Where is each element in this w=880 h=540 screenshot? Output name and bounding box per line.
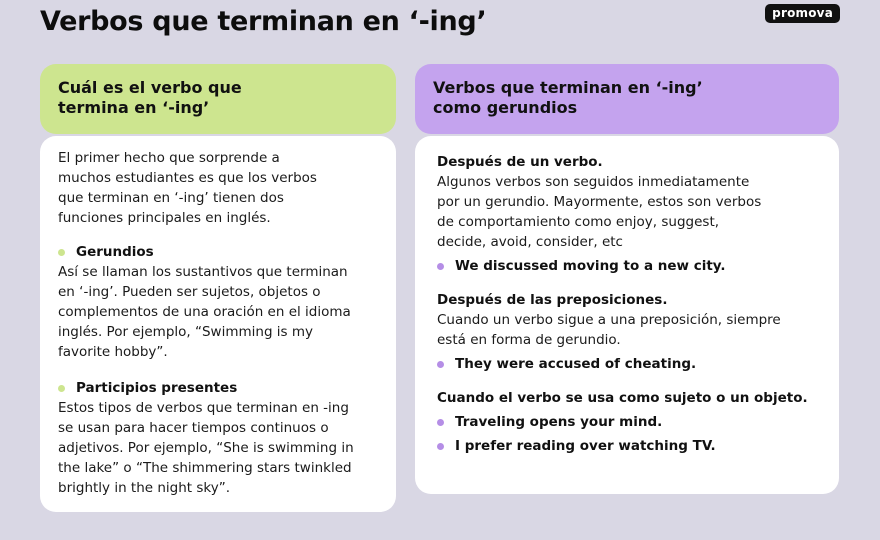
text-line: Estos tipos de verbos que terminan en -ing: [58, 400, 349, 416]
text-line: se usan para hacer tiempos continuos o: [58, 420, 329, 436]
text-line: adjetivos. Por ejemplo, “She is swimming in: [58, 440, 354, 456]
text-line: Cuando un verbo sigue a una preposición, siempre: [437, 312, 781, 328]
participios-bullet: [58, 378, 378, 398]
right-header-line2: como gerundios: [433, 98, 578, 117]
gerundios-text: [58, 262, 378, 362]
example-bullet: [437, 412, 817, 432]
text-line: en ‘-ing’. Pueden ser sujetos, objetos o: [58, 284, 321, 300]
text-line: decide, avoid, consider, etc: [437, 234, 623, 250]
text-line: complementos de una oración en el idioma: [58, 304, 351, 320]
text-line: Algunos verbos son seguidos inmediatamente: [437, 174, 750, 190]
page-title: Verbos que terminan en ‘-ing’: [40, 6, 487, 37]
left-header-line1: Cuál es el verbo que: [58, 78, 242, 97]
left-card-body: [40, 136, 396, 512]
text-line: brightly in the night sky”.: [58, 480, 231, 496]
section-heading: Después de las preposiciones.: [437, 292, 668, 308]
example-label: We discussed moving to a new city.: [455, 258, 726, 274]
right-card-body: [415, 136, 839, 494]
bullet-dot-icon: [437, 263, 444, 270]
participios-text: [58, 398, 378, 498]
promova-logo: promova: [765, 4, 840, 23]
text-line: favorite hobby”.: [58, 344, 168, 360]
right-header-line1: Verbos que terminan en ‘-ing’: [433, 78, 703, 97]
intro-line: El primer hecho que sorprende a: [58, 150, 280, 166]
left-header-line2: termina en ‘-ing’: [58, 98, 210, 117]
intro-line: que terminan en ‘-ing’ tienen dos: [58, 190, 284, 206]
example-bullet: [437, 256, 817, 276]
example-bullet: [437, 354, 817, 374]
text-line: inglés. Por ejemplo, “Swimming is my: [58, 324, 314, 340]
section-heading: Después de un verbo.: [437, 154, 603, 170]
bullet-dot-icon: [437, 419, 444, 426]
bullet-label: Gerundios: [76, 244, 154, 260]
intro-line: funciones principales en inglés.: [58, 210, 271, 226]
bullet-dot-icon: [58, 385, 65, 392]
example-label: Traveling opens your mind.: [455, 414, 663, 430]
left-card-header: [40, 64, 396, 134]
example-bullet: [437, 436, 817, 456]
example-label: I prefer reading over watching TV.: [455, 438, 716, 454]
text-line: Así se llaman los sustantivos que terminan: [58, 264, 348, 280]
text-line: de comportamiento como enjoy, suggest,: [437, 214, 720, 230]
gerundios-bullet: [58, 242, 378, 262]
section-heading: Cuando el verbo se usa como sujeto o un objeto.: [437, 390, 808, 406]
bullet-dot-icon: [437, 361, 444, 368]
text-line: está en forma de gerundio.: [437, 332, 621, 348]
text-line: por un gerundio. Mayormente, estos son verbos: [437, 194, 762, 210]
bullet-dot-icon: [437, 443, 444, 450]
example-label: They were accused of cheating.: [455, 356, 697, 372]
section-after-preposition: [437, 290, 817, 374]
left-intro: [58, 148, 378, 228]
intro-line: muchos estudiantes es que los verbos: [58, 170, 317, 186]
text-line: the lake” o “The shimmering stars twinkled: [58, 460, 352, 476]
section-subject-object: [437, 388, 817, 456]
bullet-dot-icon: [58, 249, 65, 256]
section-after-verb: [437, 152, 817, 276]
bullet-label: Participios presentes: [76, 380, 238, 396]
right-card-header: [415, 64, 839, 134]
